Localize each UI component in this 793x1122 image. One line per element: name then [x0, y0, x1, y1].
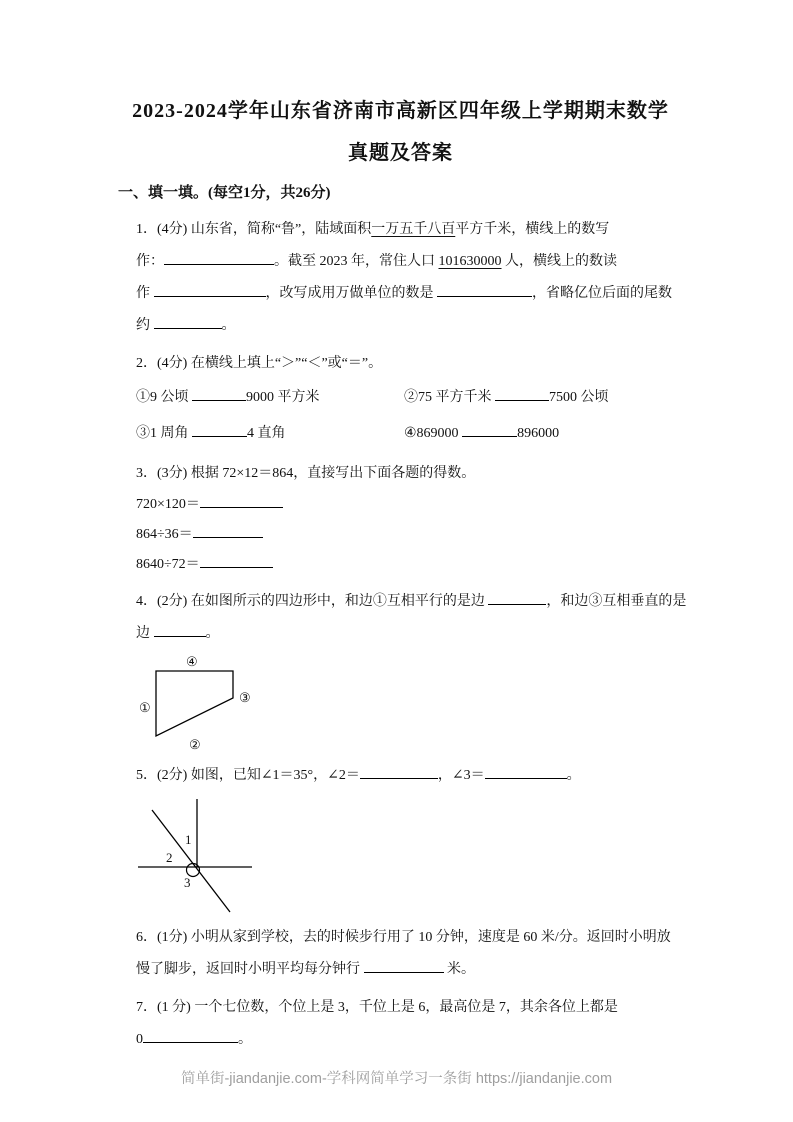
- question-5: [136, 760, 683, 916]
- question-2: [136, 348, 683, 452]
- q1-text: 。截至 2023 年，常住人口: [274, 254, 439, 269]
- q2-item-row2: [136, 416, 683, 452]
- answer-blank: [360, 764, 438, 779]
- q1-line2: [136, 246, 683, 278]
- q3-equation-3: [136, 550, 683, 580]
- q4-text: 边: [136, 626, 154, 641]
- q4-line1: [136, 586, 687, 618]
- section-heading: 一、填一填。(每空1分，共26分): [118, 185, 331, 201]
- answer-blank: [437, 282, 532, 297]
- q4-line2: [136, 618, 683, 650]
- answer-blank: [193, 523, 263, 538]
- q1-text: 人，横线上的数读: [501, 254, 617, 269]
- q4-text: ，和边③互相垂直的是: [546, 594, 687, 609]
- question-4: [136, 586, 687, 754]
- q5-diagram: [136, 794, 683, 916]
- answer-blank: [192, 386, 246, 401]
- answer-blank: [200, 493, 283, 508]
- answer-blank: [200, 553, 273, 568]
- q5-line1: [136, 760, 683, 792]
- q4-text: 4．(2分) 在如图所示的四边形中，和边①互相平行的是边: [136, 594, 489, 609]
- q3-text: 864÷36＝: [136, 527, 193, 542]
- q3-equation-1: [136, 490, 683, 520]
- q2-item-3: [136, 416, 404, 452]
- q1-line4: [136, 310, 683, 342]
- q6-text: 米。: [443, 962, 475, 977]
- q1-text: ，改写成用万做单位的数是: [265, 286, 437, 301]
- answer-blank: [495, 386, 549, 401]
- answer-blank: [164, 250, 274, 265]
- q3-equation-2: [136, 520, 683, 550]
- answer-blank: [154, 622, 206, 637]
- question-7: [136, 992, 683, 1056]
- q1-text: 作：: [136, 254, 164, 269]
- q1-text: 平方千米，横线上的数写: [455, 222, 610, 237]
- q7-line2: [136, 1024, 683, 1056]
- question-1: [136, 214, 683, 342]
- q1-text: 1．(4分) 山东省，简称“鲁”，陆域面积: [136, 222, 372, 237]
- side-label-2: ②: [189, 737, 201, 752]
- q7-text: 0: [136, 1032, 143, 1047]
- q2-text: 4 直角: [247, 426, 286, 441]
- side-label-1: ①: [139, 700, 151, 715]
- question-3: [136, 458, 683, 580]
- q6-line2: [136, 954, 683, 986]
- q2-text: ④869000: [404, 426, 463, 441]
- q2-text: ①9 公顷: [136, 390, 192, 405]
- q1-text: 作: [136, 286, 154, 301]
- question-6: [136, 922, 683, 986]
- q3-text: 8640÷72＝: [136, 557, 200, 572]
- q1-text: 约: [136, 318, 154, 333]
- footer-text: 简单街-jiandanjie.com-学科网简单学习一条街 https://jiandanjie.com: [180, 1071, 613, 1087]
- q4-diagram: [136, 652, 683, 754]
- q3-line1: 3．(3分) 根据 72×12＝864，直接写出下面各题的得数。: [136, 466, 476, 481]
- answer-blank: [192, 422, 247, 437]
- q7-line1: 7．(1 分) 一个七位数，个位上是 3，千位上是 6，最高位是 7，其余各位上都是: [136, 1000, 618, 1015]
- q5-text: ，∠3＝: [437, 768, 485, 783]
- q2-text: 7500 公顷: [549, 390, 609, 405]
- answer-blank: [485, 764, 567, 779]
- q2-line1: 2．(4分) 在横线上填上“＞”“＜”或“＝”。: [136, 356, 383, 371]
- answer-blank: [364, 958, 444, 973]
- q5-text: 。: [566, 768, 581, 783]
- quadrilateral-shape: [156, 671, 233, 736]
- q2-item-4: [404, 426, 559, 441]
- q7-text: 。: [238, 1032, 252, 1047]
- q1-line1: [136, 214, 683, 246]
- side-label-4: ④: [186, 654, 198, 669]
- side-label-3: ③: [239, 690, 251, 705]
- angle-label-1: 1: [185, 832, 192, 847]
- q4-text: 。: [205, 626, 220, 641]
- q2-item-2: [404, 390, 609, 405]
- q2-text: 896000: [517, 426, 560, 441]
- answer-blank: [143, 1028, 238, 1043]
- doc-title-line1: 2023-2024学年山东省济南市高新区四年级上学期期末数学: [132, 100, 669, 122]
- slanted-line: [152, 810, 230, 912]
- q2-text: 9000 平方米: [246, 390, 320, 405]
- q2-item-row1: [136, 380, 683, 416]
- q2-text: ③1 周角: [136, 426, 192, 441]
- angle-label-3: 3: [184, 875, 191, 890]
- answer-blank: [488, 590, 546, 605]
- doc-title-line2: 真题及答案: [348, 142, 453, 164]
- answer-blank: [462, 422, 517, 437]
- q2-text: ②75 平方千米: [404, 390, 495, 405]
- q6-line1: 6．(1分) 小明从家到学校，去的时候步行用了 10 分钟，速度是 60 米/分。返回时小明放: [136, 930, 671, 945]
- angle-label-2: 2: [166, 850, 173, 865]
- q6-text: 慢了脚步，返回时小明平均每分钟行: [136, 962, 364, 977]
- q1-text: 。: [221, 318, 236, 333]
- q1-text: ，省略亿位后面的尾数: [532, 286, 672, 301]
- q1-underlined-area: 一万五千八百: [371, 222, 456, 237]
- q2-item-1: [136, 380, 404, 416]
- q3-text: 720×120＝: [136, 497, 200, 512]
- q1-underlined-population: 101630000: [438, 254, 502, 269]
- angle-figure: [136, 794, 258, 916]
- answer-blank: [154, 314, 222, 329]
- q1-line3: [136, 278, 683, 310]
- q5-text: 5．(2分) 如图，已知∠1＝35°，∠2＝: [136, 768, 360, 783]
- quadrilateral-figure: [136, 652, 271, 754]
- answer-blank: [154, 282, 266, 297]
